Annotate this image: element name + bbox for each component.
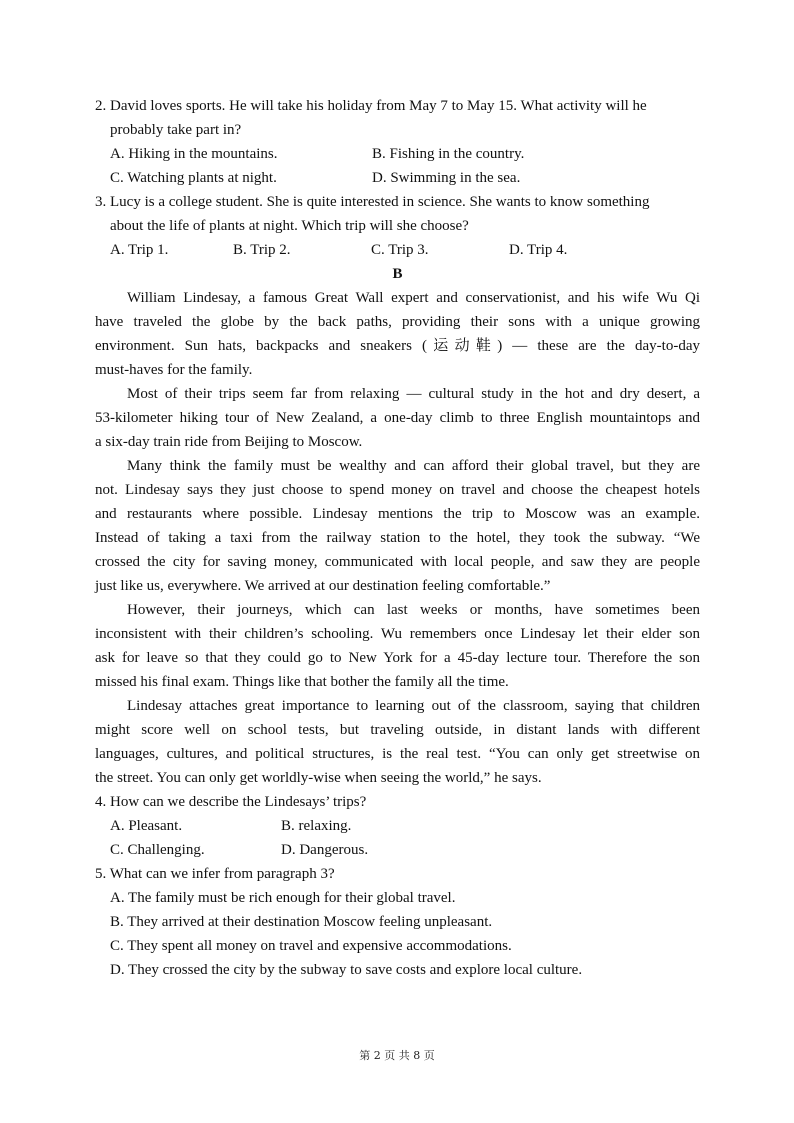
option-d: D. Trip 4. [509, 242, 568, 258]
passage-line: William Lindesay, a famous Great Wall expert and conservationist, and his wife Wu Qi [127, 290, 700, 306]
passage-line: might score well on school tests, but traveling outside, in distant lands with different [95, 722, 700, 738]
option-row [95, 838, 700, 862]
option-row [95, 238, 700, 262]
question-3 [95, 190, 700, 262]
passage-line: the street. You can only get worldly-wise when seeing the world,” he says. [95, 770, 542, 786]
section-heading: B [392, 266, 403, 282]
page-number-footer: 第 2 页 共 8 页 [359, 1049, 435, 1062]
passage-line: just like us, everywhere. We arrived at our destination feeling comfortable.” [95, 578, 551, 594]
passage-paragraph-4 [95, 598, 700, 694]
passage-line: a six-day train ride from Beijing to Moscow. [95, 434, 363, 450]
passage-line: inconsistent with their children’s schooling. Wu remembers once Lindesay let their elder son [95, 626, 700, 642]
option-c: C. Watching plants at night. [110, 170, 277, 186]
question-stem: 5. What can we infer from paragraph 3? [95, 866, 335, 882]
option-row [95, 814, 700, 838]
passage-line: Lindesay attaches great importance to learning out of the classroom, saying that children [127, 698, 700, 714]
passage-paragraph-1 [95, 286, 700, 382]
passage-line: However, their journeys, which can last weeks or months, have sometimes been [127, 602, 700, 618]
question-stem: 4. How can we describe the Lindesays’ trips? [95, 794, 367, 810]
option-row [95, 166, 700, 190]
question-stem-continued: probably take part in? [110, 122, 242, 138]
option-d: D. Dangerous. [281, 842, 369, 858]
question-2 [95, 94, 700, 190]
passage-line: Most of their trips seem far from relaxing — cultural study in the hot and dry desert, a [127, 386, 700, 402]
question-5 [95, 862, 700, 982]
question-stem: 3. Lucy is a college student. She is quite interested in science. She wants to know something [95, 194, 650, 210]
passage-line: ask for leave so that they could go to New York for a 45-day lecture tour. Therefore the son [95, 650, 700, 666]
passage-line: 53-kilometer hiking tour of New Zealand, a one-day climb to three English mountaintops and [95, 410, 700, 426]
passage-line: environment. Sun hats, backpacks and sneakers (运动鞋) — these are the day-to-day [95, 338, 700, 354]
option-c: C. Trip 3. [371, 242, 429, 258]
question-stem-continued: about the life of plants at night. Which trip will she choose? [110, 218, 469, 234]
passage-line: and restaurants where possible. Lindesay mentions the trip to Moscow was an example. [95, 506, 700, 522]
option-a: A. Pleasant. [110, 818, 183, 834]
option-b: B. Trip 2. [233, 242, 291, 258]
passage-line: crossed the city for saving money, communicated with local people, and saw they are people [95, 554, 700, 570]
passage-paragraph-2 [95, 382, 700, 454]
passage-paragraph-3 [95, 454, 700, 598]
option-a: A. The family must be rich enough for their global travel. [110, 890, 456, 906]
option-c: C. Challenging. [110, 842, 205, 858]
option-d: D. Swimming in the sea. [372, 170, 521, 186]
passage-line: Many think the family must be wealthy and can afford their global travel, but they are [127, 458, 700, 474]
question-4 [95, 790, 700, 862]
passage-paragraph-5 [95, 694, 700, 790]
option-d: D. They crossed the city by the subway to save costs and explore local culture. [110, 962, 583, 978]
question-stem: 2. David loves sports. He will take his holiday from May 7 to May 15. What activity will he [95, 98, 647, 114]
passage-line: not. Lindesay says they just choose to spend money on travel and choose the cheapest hotels [95, 482, 700, 498]
passage-line: missed his final exam. Things like that bother the family all the time. [95, 674, 509, 690]
option-c: C. They spent all money on travel and expensive accommodations. [110, 938, 512, 954]
option-row [95, 142, 700, 166]
page-content [95, 94, 700, 982]
option-b: B. Fishing in the country. [372, 146, 525, 162]
option-a: A. Trip 1. [110, 242, 169, 258]
option-b: B. They arrived at their destination Moscow feeling unpleasant. [110, 914, 493, 930]
passage-line: Instead of taking a taxi from the railway station to the hotel, they took the subway. “We [95, 530, 700, 546]
passage-line: languages, cultures, and political structures, is the real test. “You can only get streetwise on [95, 746, 700, 762]
option-b: B. relaxing. [281, 818, 352, 834]
option-a: A. Hiking in the mountains. [110, 146, 278, 162]
passage-line: have traveled the globe by the back paths, providing their sons with a unique growing [95, 314, 700, 330]
passage-line: must-haves for the family. [95, 362, 253, 378]
